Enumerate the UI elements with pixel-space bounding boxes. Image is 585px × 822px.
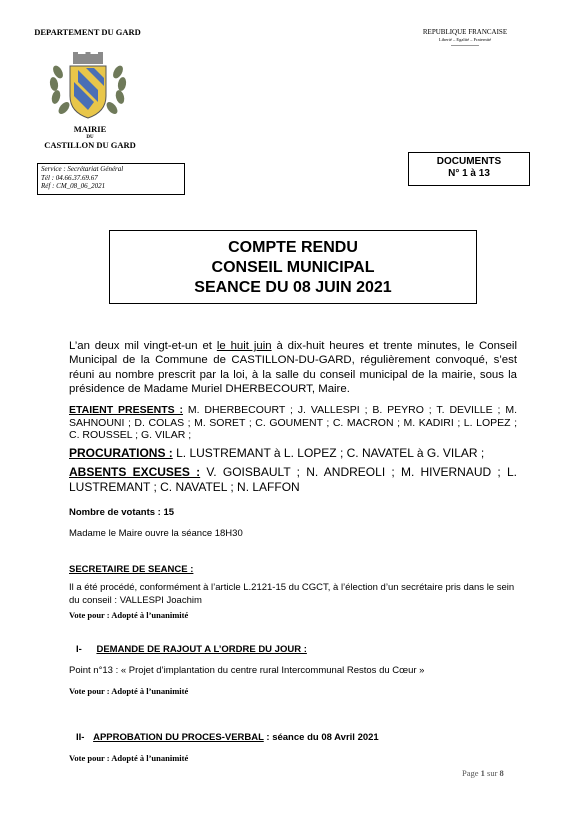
republic-heading	[410, 28, 520, 46]
procurations-list: L. LUSTREMANT à L. LOPEZ ; C. NAVATEL à G. VILAR ;	[172, 446, 485, 460]
town-name: CASTILLON DU GARD	[44, 140, 136, 150]
tel-line: Tél : 04.66.37.69.67	[41, 173, 98, 182]
department-name: DEPARTEMENT DU GARD	[34, 27, 141, 37]
procurations-paragraph	[69, 446, 517, 460]
presents-paragraph	[69, 404, 517, 442]
republic-motto: Liberté – Egalité – Fraternité	[438, 37, 492, 42]
section-2-title: APPROBATION DU PROCES-VERBAL	[93, 732, 264, 743]
absents-label: ABSENTS EXCUSES :	[69, 465, 201, 479]
documents-label: DOCUMENTS	[436, 156, 502, 167]
footer-page-number: 1	[480, 768, 485, 778]
du-label: DU	[86, 135, 94, 140]
presents-list: M. DHERBECOURT ; J. VALLESPI ; B. PEYRO ; T. DEVILLE ; M. SAHNOUNI ; D. COLAS ; M. SORET ; C. GOUMENT ; C. MACRON ; M. KADIRI ; L. LOPEZ ; C. ROUSSEL ; G. VILAR ;	[69, 404, 517, 441]
footer-prefix: Page	[462, 768, 481, 778]
section-2-heading	[76, 731, 524, 745]
procurations-label: PROCURATIONS :	[69, 446, 173, 460]
divider	[451, 45, 479, 46]
intro-date: le huit juin	[216, 340, 272, 352]
republic-label: REPUBLIQUE FRANCAISE	[422, 28, 508, 36]
secretary-text: Il a été procédé, conformément à l’article L.2121-15 du CGCT, à l’élection d’un secrétaire pris dans le sein du conseil : VALLESPI Joachim	[69, 582, 515, 606]
section-1-number: I-	[76, 644, 82, 655]
footer-middle: sur	[484, 768, 500, 778]
mairie-heading	[30, 125, 150, 150]
absents-paragraph	[69, 465, 517, 495]
ref-line: Réf : CM_08_06_2021	[41, 182, 106, 190]
service-line: Service : Secrétariat Général	[41, 165, 124, 173]
title-line-2: CONSEIL MUNICIPAL	[211, 259, 375, 276]
presents-label: ETAIENT PRESENTS :	[69, 404, 183, 416]
intro-text-end: à dix-huit heures et trente minutes, le Conseil Municipal de la Commune de CASTILLON-DU-GARD, régulièrement convoqué, s’est réuni au nombre prescrit par la loi, à la salle du conseil municipal de la mairie, sous la présidence de Madame Muriel DHERBECOURT, Maire.	[69, 340, 517, 396]
service-box	[37, 163, 185, 195]
title-box	[109, 230, 477, 304]
section-2-suffix: : séance du 08 Avril 2021	[263, 732, 379, 743]
title-line-3: SEANCE DU 08 JUIN 2021	[194, 279, 392, 296]
secretary-heading: SECRETAIRE DE SEANCE :	[69, 564, 194, 575]
secretary-vote: Vote pour : Adopté à l’unanimité	[69, 610, 189, 620]
votants-count: Nombre de votants : 15	[69, 507, 175, 518]
footer-page-total: 8	[499, 768, 504, 778]
opening-statement: Madame le Maire ouvre la séance 18H30	[69, 528, 243, 539]
section-1-title: DEMANDE DE RAJOUT A L’ORDRE DU JOUR :	[96, 644, 307, 655]
section-1-vote: Vote pour : Adopté à l’unanimité	[69, 686, 189, 696]
section-1-heading	[76, 643, 524, 657]
section-2-number: II-	[76, 732, 85, 743]
section-2-vote: Vote pour : Adopté à l’unanimité	[69, 753, 189, 763]
documents-box	[408, 152, 530, 186]
section-1-text: Point n°13 : « Projet d’implantation du centre rural Intercommunal Restos du Cœur »	[69, 665, 425, 676]
documents-range: N° 1 à 13	[448, 168, 490, 179]
intro-text-start: L’an deux mil vingt-et-un et	[69, 340, 217, 352]
page-footer	[462, 768, 504, 778]
mairie-label: MAIRIE	[73, 124, 107, 134]
absents-list: V. GOISBAULT ; N. ANDREOLI ; M. HIVERNAUD ; L. LUSTREMANT ; C. NAVATEL ; N. LAFFON	[69, 465, 517, 494]
intro-paragraph	[69, 339, 517, 397]
title-line-1: COMPTE RENDU	[228, 239, 358, 256]
coat-of-arms-logo	[46, 52, 130, 122]
